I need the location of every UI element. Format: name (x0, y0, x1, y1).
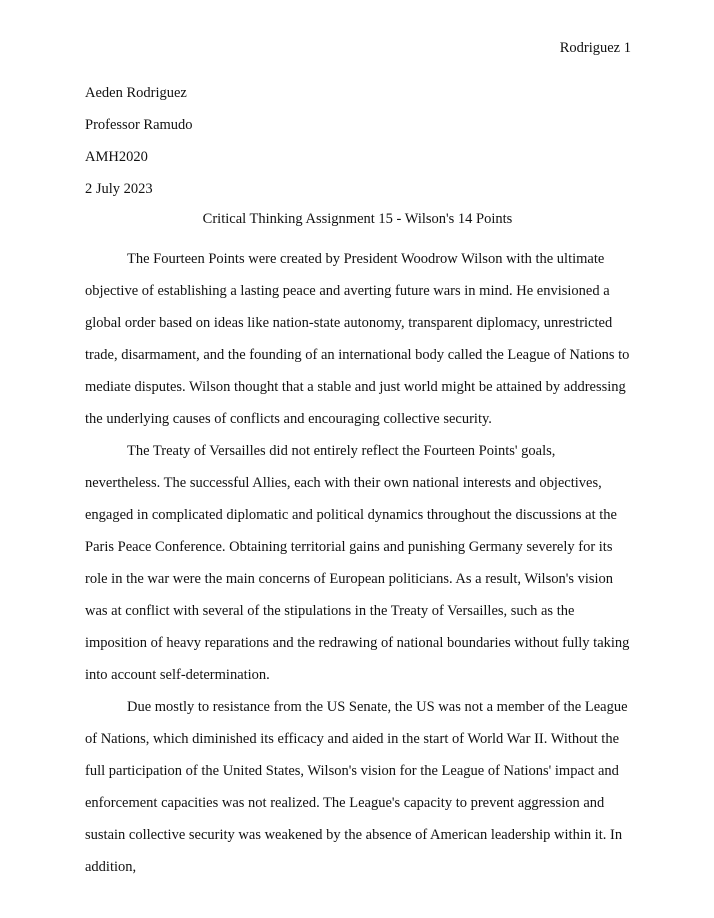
document-title: Critical Thinking Assignment 15 - Wilson's 14 Points (202, 211, 513, 227)
student-name: Aeden Rodriguez (85, 85, 187, 101)
running-head: Rodriguez 1 (559, 40, 631, 56)
course-code: AMH2020 (85, 149, 148, 165)
paragraph-3: Due mostly to resistance from the US Senate, the US was not a member of the League of Nations, which diminished its efficacy and aided in the start of World War II. Without the full participation of the United States, Wilson's vision for the League of Nations' impact and enforcement capacities was not realized. The League's capacity to prevent aggression and sustain collective security was weakened by the absence of American leadership within it. In addition, (85, 699, 628, 875)
heading-block (85, 83, 193, 211)
professor-name: Professor Ramudo (85, 117, 193, 133)
paragraph-2: The Treaty of Versailles did not entirely reflect the Fourteen Points' goals, nevertheless. The successful Allies, each with their own national interests and objectives, engaged in complicated diplomatic and political dynamics throughout the discussions at the Paris Peace Conference. Obtaining territorial gains and punishing Germany severely for its role in the war were the main concerns of European politicians. As a result, Wilson's vision was at conflict with several of the stipulations in the Treaty of Versailles, such as the imposition of heavy reparations and the redrawing of national boundaries without fully taking into account self-determination. (85, 443, 630, 683)
paragraph-1: The Fourteen Points were created by President Woodrow Wilson with the ultimate objective of establishing a lasting peace and averting future wars in mind. He envisioned a global order based on ideas like nation-state autonomy, transparent diplomacy, unrestricted trade, disarmament, and the founding of an international body called the League of Nations to mediate disputes. Wilson thought that a stable and just world might be attained by addressing the underlying causes of conflicts and encouraging collective security. (85, 251, 630, 427)
date: 2 July 2023 (85, 181, 153, 197)
body-text (85, 243, 630, 883)
